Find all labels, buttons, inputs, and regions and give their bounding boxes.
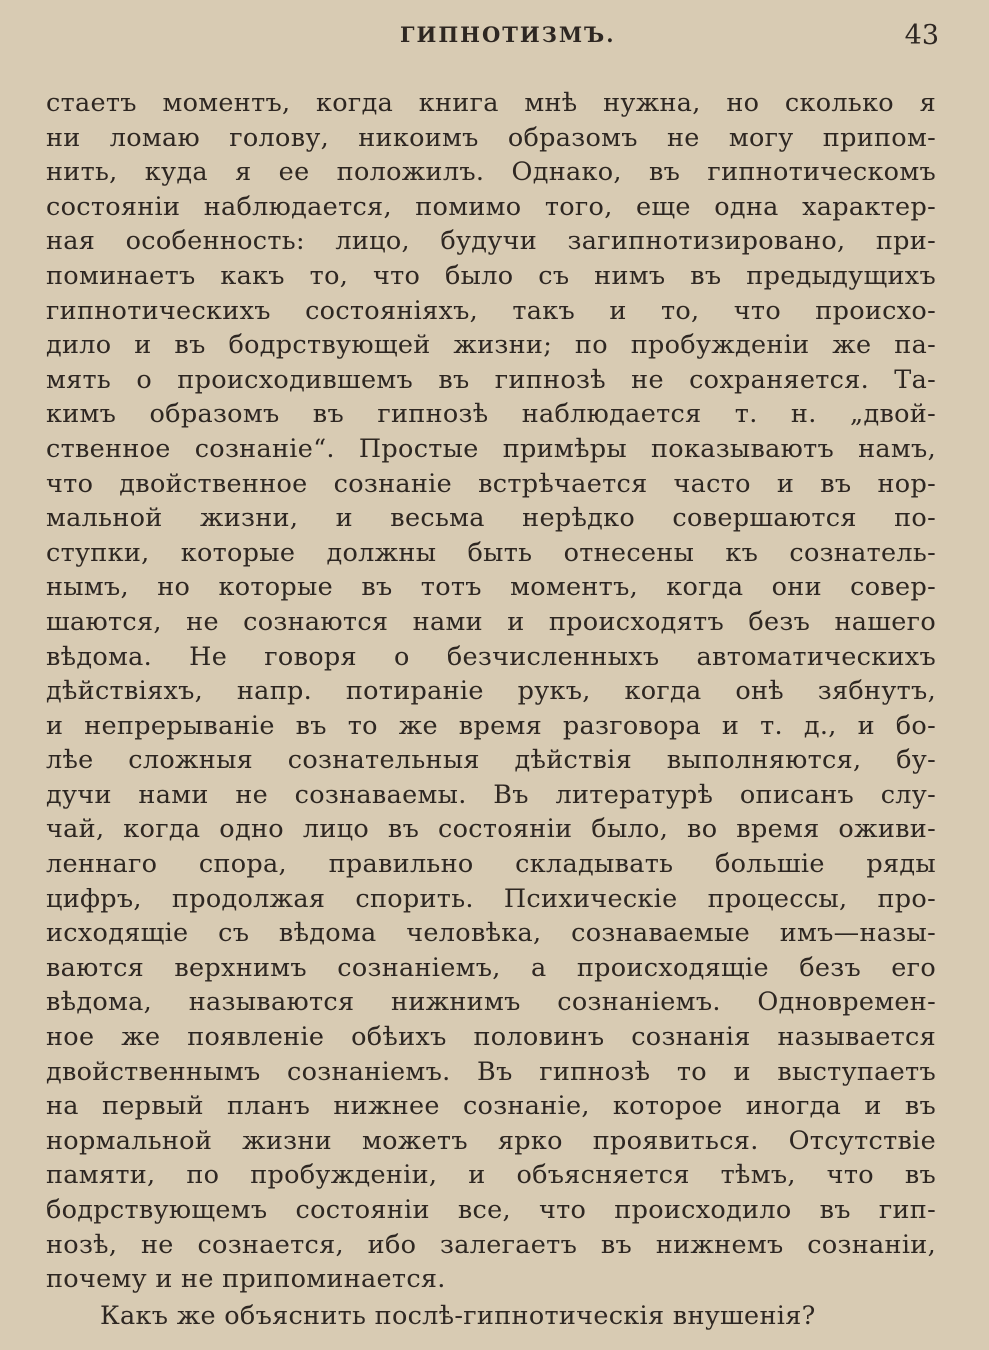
- body-text: [46, 86, 936, 1333]
- text-line: гипнотическихъ состояніяхъ, такъ и то, что происхо-: [46, 295, 936, 326]
- text-line: ная особенность: лицо, будучи загипнотизировано, при-: [46, 226, 936, 257]
- text-line: исходящіе съ вѣдома человѣка, сознаваемые имъ—назы-: [46, 918, 936, 949]
- text-line: леннаго спора, правильно складывать большіе ряды: [46, 849, 936, 880]
- text-line: ступки, которые должны быть отнесены къ сознатель-: [46, 537, 936, 568]
- text-line: дучи нами не сознаваемы. Въ литературѣ описанъ слу-: [46, 779, 936, 810]
- text-line: мальной жизни, и весьма нерѣдко совершаются по-: [46, 503, 936, 534]
- text-line: чай, когда одно лицо въ состояніи было, во время оживи-: [46, 814, 936, 845]
- text-line: состояніи наблюдается, помимо того, еще одна характер-: [46, 191, 936, 222]
- text-line: дило и въ бодрствующей жизни; по пробужденіи же па-: [46, 330, 936, 361]
- text-line: ственное сознаніе“. Простые примѣры показываютъ намъ,: [46, 433, 936, 464]
- text-line: нормальной жизни можетъ ярко проявиться. Отсутствіе: [46, 1125, 936, 1156]
- final-paragraph: Какъ же объяснить послѣ-гипнотическія внушенія?: [100, 1300, 816, 1331]
- text-line: и непрерываніе въ то же время разговора и т. д., и бо-: [46, 710, 936, 741]
- text-line: мять о происходившемъ въ гипнозѣ не сохраняется. Та-: [46, 364, 936, 395]
- text-line: нозѣ, не сознается, ибо залегаетъ въ нижнемъ сознаніи,: [46, 1229, 936, 1260]
- text-line: что двойственное сознаніе встрѣчается часто и въ нор-: [46, 468, 936, 499]
- text-line: ное же появленіе обѣихъ половинъ сознанія называется: [46, 1022, 936, 1053]
- text-line: почему и не припоминается.: [46, 1264, 446, 1295]
- text-line: нить, куда я ее положилъ. Однако, въ гипнотическомъ: [46, 157, 936, 188]
- text-line: на первый планъ нижнее сознаніе, которое иногда и въ: [46, 1091, 936, 1122]
- text-line: ни ломаю голову, никоимъ образомъ не могу припом-: [46, 122, 936, 153]
- text-line: дѣйствіяхъ, напр. потираніе рукъ, когда онѣ зябнутъ,: [46, 676, 936, 707]
- text-line: кимъ образомъ въ гипнозѣ наблюдается т. н. „двой-: [46, 399, 936, 430]
- text-line: памяти, по пробужденіи, и объясняется тѣмъ, что въ: [46, 1160, 936, 1191]
- text-line: вѣдома. Не говоря о безчисленныхъ автоматическихъ: [46, 641, 936, 672]
- text-line: цифръ, продолжая спорить. Психическіе процессы, про-: [46, 883, 936, 914]
- text-line: нымъ, но которые въ тотъ моментъ, когда они совер-: [46, 572, 936, 603]
- text-line: двойственнымъ сознаніемъ. Въ гипнозѣ то и выступаетъ: [46, 1056, 936, 1087]
- text-line: лѣе сложныя сознательныя дѣйствія выполняются, бу-: [46, 745, 936, 776]
- text-line: шаются, не сознаются нами и происходятъ безъ нашего: [46, 606, 936, 637]
- text-line: бодрствующемъ состояніи все, что происходило въ гип-: [46, 1195, 936, 1225]
- text-line: вѣдома, называются нижнимъ сознаніемъ. Одновремен-: [46, 987, 936, 1018]
- text-line: ваются верхнимъ сознаніемъ, а происходящіе безъ его: [46, 952, 936, 983]
- text-line: поминаетъ какъ то, что было съ нимъ въ предыдущихъ: [46, 260, 936, 291]
- page-number: 43: [904, 20, 939, 51]
- running-title: ГИПНОТИЗМЪ.: [400, 22, 616, 47]
- text-line: стаетъ моментъ, когда книга мнѣ нужна, но сколько я: [46, 88, 936, 118]
